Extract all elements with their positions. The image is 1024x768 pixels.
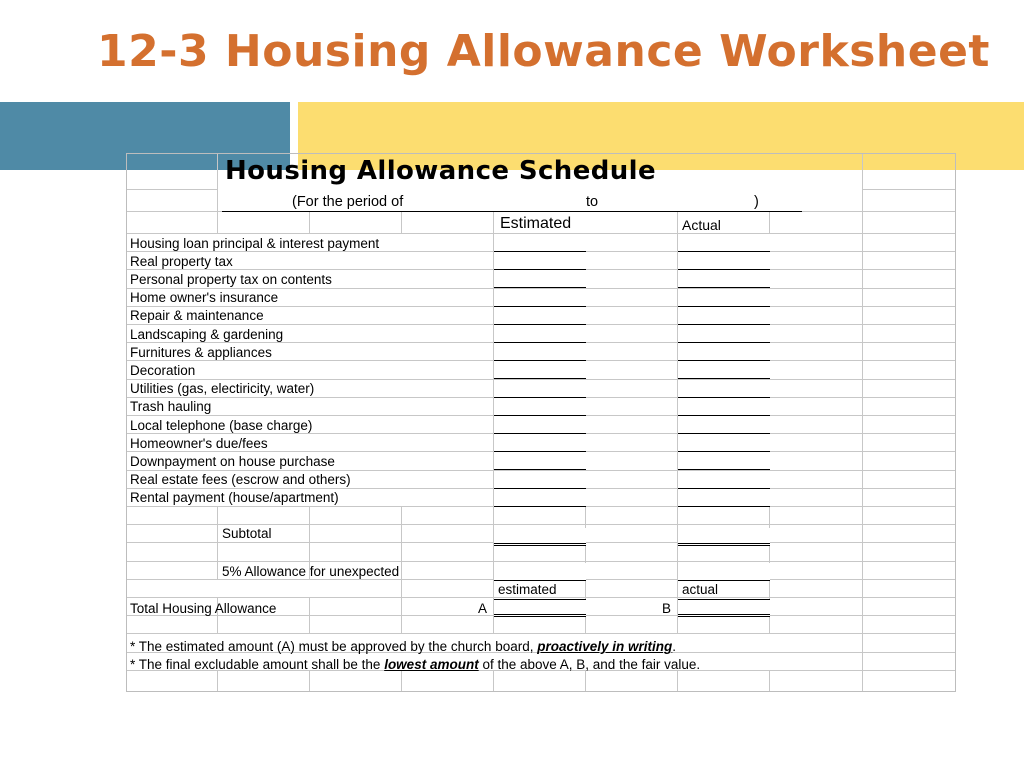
grid-cell <box>863 562 956 580</box>
expense-actual-field[interactable] <box>678 380 770 398</box>
grid-cell <box>678 616 770 634</box>
grid-cell <box>863 325 956 343</box>
period-middle: to <box>586 194 599 210</box>
allowance-estimated-field[interactable] <box>494 563 586 581</box>
grid-cell <box>770 343 863 361</box>
grid-cell <box>863 153 956 190</box>
grid-cell <box>218 212 310 234</box>
grid-cell <box>586 452 678 470</box>
subtotal-actual-field[interactable] <box>678 528 770 546</box>
estimated-column-header: Estimated <box>500 215 572 232</box>
grid-cell <box>863 671 956 692</box>
note-approval-emphasis: proactively in writing <box>537 639 673 654</box>
grid-cell <box>678 507 770 525</box>
grid-cell <box>586 525 678 543</box>
grid-cell <box>586 361 678 379</box>
expense-item-label: Housing loan principal & interest payment <box>130 235 380 251</box>
period-suffix: ) <box>754 194 759 210</box>
expense-estimated-field[interactable] <box>494 416 586 434</box>
expense-actual-field[interactable] <box>678 452 770 470</box>
grid-cell <box>770 234 863 252</box>
total-a-marker: A <box>478 601 488 616</box>
period-prefix: (For the period of <box>292 194 404 210</box>
grid-cell <box>586 507 678 525</box>
grid-cell <box>770 598 863 616</box>
grid-cell <box>494 616 586 634</box>
grid-cell <box>863 471 956 489</box>
grid-cell <box>863 653 956 671</box>
grid-cell <box>310 543 402 561</box>
note-approval <box>130 638 676 655</box>
expense-estimated-field[interactable] <box>494 361 586 379</box>
grid-cell <box>494 671 586 692</box>
grid-cell <box>770 562 863 580</box>
grid-cell <box>586 543 678 561</box>
expense-estimated-field[interactable] <box>494 289 586 307</box>
slide-title: 12-3 Housing Allowance Worksheet <box>97 26 990 77</box>
grid-cell <box>586 616 678 634</box>
grid-cell <box>586 580 678 598</box>
grid-cell <box>863 580 956 598</box>
subtotal-label: Subtotal <box>222 526 272 541</box>
grid-cell <box>770 489 863 507</box>
expense-actual-field[interactable] <box>678 234 770 252</box>
grid-cell <box>863 398 956 416</box>
grid-cell <box>863 634 956 652</box>
grid-cell <box>863 343 956 361</box>
grid-cell <box>126 507 218 525</box>
actual-column-header: Actual <box>682 217 721 233</box>
allowance-label: 5% Allowance for unexpected <box>222 564 400 579</box>
grid-cell <box>770 416 863 434</box>
expense-actual-field[interactable] <box>678 307 770 325</box>
expense-estimated-field[interactable] <box>494 252 586 270</box>
grid-cell <box>126 562 218 580</box>
grid-cell <box>586 489 678 507</box>
expense-actual-field[interactable] <box>678 343 770 361</box>
expense-item-label: Downpayment on house purchase <box>130 453 335 469</box>
grid-cell <box>770 252 863 270</box>
grid-cell <box>770 434 863 452</box>
grid-cell <box>770 307 863 325</box>
grid-cell <box>402 525 494 543</box>
expense-estimated-field[interactable] <box>494 234 586 252</box>
grid-cell <box>218 507 310 525</box>
expense-estimated-field[interactable] <box>494 471 586 489</box>
expense-actual-field[interactable] <box>678 489 770 507</box>
grid-cell <box>586 671 678 692</box>
expense-item-label: Furnitures & appliances <box>130 344 272 360</box>
expense-estimated-field[interactable] <box>494 270 586 288</box>
expense-item-label: Landscaping & gardening <box>130 326 284 342</box>
grid-cell <box>586 471 678 489</box>
grid-cell <box>770 325 863 343</box>
expense-actual-field[interactable] <box>678 252 770 270</box>
grid-cell <box>402 543 494 561</box>
grid-cell <box>770 507 863 525</box>
grid-cell <box>402 580 494 598</box>
grid-cell <box>494 543 586 561</box>
expense-estimated-field[interactable] <box>494 380 586 398</box>
grid-cell <box>770 452 863 470</box>
expense-estimated-field[interactable] <box>494 398 586 416</box>
expense-actual-field[interactable] <box>678 471 770 489</box>
merged-grid-cell <box>126 580 402 598</box>
expense-estimated-field[interactable] <box>494 325 586 343</box>
grid-cell <box>770 361 863 379</box>
grid-cell <box>310 598 402 616</box>
expense-actual-field[interactable] <box>678 434 770 452</box>
expense-actual-field[interactable] <box>678 270 770 288</box>
grid-cell <box>586 270 678 288</box>
grid-cell <box>863 252 956 270</box>
grid-cell <box>770 212 863 234</box>
grid-cell <box>770 580 863 598</box>
grid-cell <box>218 671 310 692</box>
grid-cell <box>770 671 863 692</box>
grid-cell <box>218 543 310 561</box>
grid-cell <box>126 153 218 190</box>
total-b-field[interactable] <box>678 599 770 617</box>
housing-allowance-schedule <box>126 153 956 692</box>
expense-item-label: Personal property tax on contents <box>130 271 332 287</box>
total-a-field[interactable] <box>494 599 586 617</box>
grid-cell <box>402 212 494 234</box>
expense-item-label: Trash hauling <box>130 399 212 415</box>
note-approval-text: * The estimated amount (A) must be approved by the church board, <box>130 639 534 654</box>
expense-item-label: Local telephone (base charge) <box>130 417 313 433</box>
grid-cell <box>310 525 402 543</box>
grid-cell <box>126 616 218 634</box>
expense-actual-field[interactable] <box>678 289 770 307</box>
note-excludable-text: * The final excludable amount shall be the <box>130 657 381 672</box>
note-excludable-emphasis: lowest amount <box>384 657 479 672</box>
grid-cell <box>863 212 956 234</box>
note-excludable-end: of the above A, B, and the fair value. <box>482 657 701 672</box>
grid-cell <box>770 525 863 543</box>
grid-cell <box>770 616 863 634</box>
grid-cell <box>863 289 956 307</box>
expense-item-label: Real estate fees (escrow and others) <box>130 472 351 488</box>
expense-item-label: Homeowner's due/fees <box>130 435 268 451</box>
grid-cell <box>586 289 678 307</box>
note-approval-end: . <box>672 639 677 654</box>
expense-estimated-field[interactable] <box>494 489 586 507</box>
grid-cell <box>586 234 678 252</box>
grid-cell <box>770 270 863 288</box>
grid-cell <box>310 507 402 525</box>
grid-cell <box>126 525 218 543</box>
grid-cell <box>770 471 863 489</box>
grid-cell <box>863 543 956 561</box>
subtotal-estimated-field[interactable] <box>494 528 586 546</box>
grid-cell <box>770 380 863 398</box>
grid-cell <box>586 416 678 434</box>
expense-item-label: Real property tax <box>130 253 233 269</box>
grid-cell <box>586 434 678 452</box>
expense-actual-field[interactable] <box>678 416 770 434</box>
grid-cell <box>402 507 494 525</box>
grid-cell <box>586 380 678 398</box>
grid-cell <box>402 671 494 692</box>
expense-item-label: Rental payment (house/apartment) <box>130 490 339 506</box>
grid-cell <box>586 343 678 361</box>
grid-cell <box>586 252 678 270</box>
grid-cell <box>126 671 218 692</box>
grid-cell <box>678 543 770 561</box>
total-b-marker: B <box>662 601 672 616</box>
grid-cell <box>310 212 402 234</box>
expense-item-label: Utilities (gas, electiricity, water) <box>130 381 315 397</box>
grid-cell <box>863 434 956 452</box>
expense-estimated-field[interactable] <box>494 434 586 452</box>
grid-cell <box>863 489 956 507</box>
expense-estimated-field[interactable] <box>494 343 586 361</box>
grid-cell <box>678 671 770 692</box>
grid-cell <box>863 598 956 616</box>
grid-cell <box>863 361 956 379</box>
expense-actual-field[interactable] <box>678 398 770 416</box>
allowance-actual-field[interactable] <box>678 563 770 581</box>
grid-cell <box>586 307 678 325</box>
grid-cell <box>863 452 956 470</box>
grid-cell <box>863 525 956 543</box>
grid-cell <box>863 307 956 325</box>
note-excludable <box>130 656 700 673</box>
grid-cell <box>863 190 956 212</box>
grid-cell <box>402 562 494 580</box>
grid-cell <box>863 380 956 398</box>
grid-cell <box>126 190 218 212</box>
total-housing-allowance-label: Total Housing Allowance <box>130 601 277 616</box>
grid-cell <box>770 289 863 307</box>
grid-cell <box>586 325 678 343</box>
expense-actual-field[interactable] <box>678 325 770 343</box>
expense-item-label: Decoration <box>130 362 196 378</box>
grid-cell <box>586 398 678 416</box>
grid-cell <box>586 562 678 580</box>
grid-cell <box>863 234 956 252</box>
grid-cell <box>402 616 494 634</box>
grid-cell <box>770 398 863 416</box>
expense-item-label: Home owner's insurance <box>130 290 279 306</box>
expense-actual-field[interactable] <box>678 361 770 379</box>
grid-cell <box>126 543 218 561</box>
grid-cell <box>863 616 956 634</box>
grid-cell <box>770 543 863 561</box>
actual-sublabel: actual <box>682 582 719 597</box>
expense-item-label: Repair & maintenance <box>130 308 264 324</box>
grid-cell <box>863 416 956 434</box>
grid-cell <box>126 212 218 234</box>
expense-estimated-field[interactable] <box>494 307 586 325</box>
grid-cell <box>310 616 402 634</box>
grid-cell <box>310 671 402 692</box>
grid-cell <box>863 270 956 288</box>
grid-cell <box>494 507 586 525</box>
grid-cell <box>863 507 956 525</box>
period-line <box>222 193 802 212</box>
grid-cell <box>218 616 310 634</box>
schedule-title: Housing Allowance Schedule <box>225 156 657 186</box>
estimated-sublabel: estimated <box>498 582 557 597</box>
expense-estimated-field[interactable] <box>494 452 586 470</box>
